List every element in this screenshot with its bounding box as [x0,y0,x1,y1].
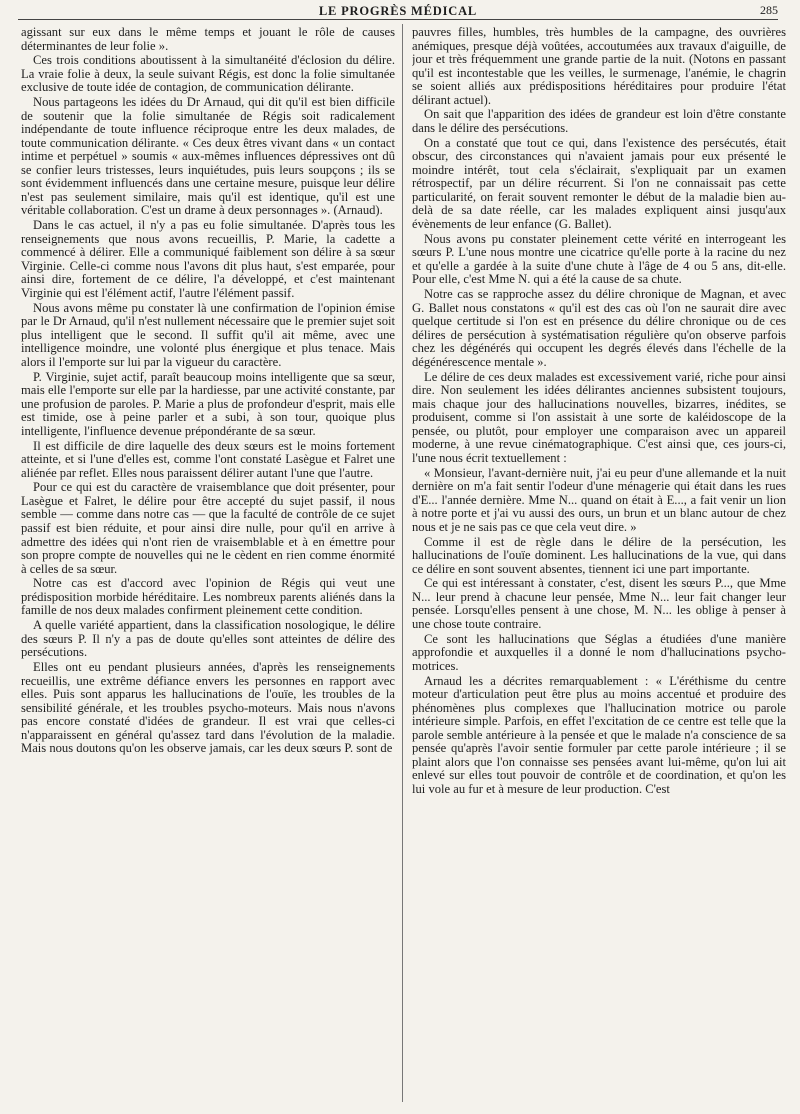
paragraph: On a constaté que tout ce qui, dans l'existence des persécutés, était obscur, des circonstances qui n'avaient jamais pour eux présenté le moindre intérêt, tout cela s'éclairait, s'expliquait par un examen rétrospectif, par un délire récurrent. Si l'on ne connaissait pas cette particularité, on ferait souvent remonter le début de la maladie bien au-delà de sa date réelle, car les malades expliquent ainsi jusqu'aux évènements de leur enfance (G. Ballet). [412,135,786,232]
paragraph: Elles ont eu pendant plusieurs années, d'après les renseignements recueillis, une extrême défiance envers les personnes en rapport avec elles. Puis sont apparus les hallucinations de l'ouïe, les troubles de la sensibilité générale, et les troubles psycho-moteurs. Mais nous n'avons pas encore constaté d'idées de grandeur. Il est vrai que celles-ci n'apparaissent en général qu'assez tard dans l'évolution de la maladie. Mais nous doutons qu'on les observe jamais, car les deux sœurs P. sont de [21,660,395,756]
paragraph: Ce qui est intéressant à constater, c'est, disent les sœurs P..., que Mme N... leur prend à chacune leur pensée, Mme N... leur fait changer leur pensée. Lorsqu'elles pensent à une chose, M. N... les oblige à penser à une chose toute contraire. [412,576,786,632]
paragraph: pauvres filles, humbles, très humbles de la campagne, des ouvrières anémiques, presque déjà voûtées, accoutumées aux travaux d'aiguille, de jour et très fréquemment une grande partie de la nuit. (Notons en passant qu'il est incontestable que les veilles, le surmenage, l'anémie, le chagrin se soient alliés aux prédispositions héréditaires pour produire l'état délirant actuel). [412,26,786,107]
running-header [18,3,778,20]
right-column [412,26,786,1108]
paragraph: Il est difficile de dire laquelle des deux sœurs est le moins fortement atteinte, et si l'une d'elles est, comme l'ont constaté Lasègue et Falret une aliénée par reflet. Elles nous paraissent délirer autant l'une que l'autre. [21,438,395,480]
paragraph: Le délire de ces deux malades est excessivement varié, riche pour ainsi dire. Non seulement les idées délirantes anciennes subsistent toujours, mais chaque jour des hallucinations nouvelles, bizarres, inédites, se produisent, comme si l'on assistait à une sorte de kaléidoscope de la pensée, ou plutôt, pour employer une comparaison avec un appareil moderne, à une revue cinématographique. C'est ainsi que, ces jours-ci, l'une nous écrit textuellement : [412,369,786,465]
paragraph: Dans le cas actuel, il n'y a pas eu folie simultanée. D'après tous les renseignements que nous avons recueillis, P. Marie, la cadette a commencé à délirer. Elle a communiqué faiblement son délire à sa sœur Virginie. Celle-ci comme nous l'avons dit plus haut, s'est emparée, pour ainsi dire, fortement de ce délire, l'a développé, et c'est maintenant Virginie qui est l'élément actif, l'autre l'élément passif. [21,218,395,300]
paragraph: Ces trois conditions aboutissent à la simultanéité d'éclosion du délire. La vraie folie à deux, la seule suivant Régis, est donc la folie simultanée exclusive de toute idée de contagion, de communication délirante. [21,53,395,95]
paragraph: Arnaud les a décrites remarquablement : « L'éréthisme du centre moteur d'articulation peut être plus au moins accentué et produire des phénomènes plus complexes que l'hallucination motrice ou parole intérieure simple. Parfois, en effet l'excitation de ce centre est telle que la parole semble antérieure à la pensée et que le malade n'a conscience de sa pensée qu'après l'avoir sentie formuler par cette parole intérieure ; il se plaint alors que l'on connaisse ses pensées avant lui-même, qu'on lui ait enlevé sur elles tout pouvoir de contrôle et de coordination, et qu'on les lui vole au fur et à mesure de leur production. C'est [412,673,786,796]
paragraph: Nous avons pu constater pleinement cette vérité en interrogeant les sœurs P. L'une nous montre une cicatrice qu'elle porte à la racine du nez et qu'elle a gardée à la suite d'une chute à l'âge de 4 ou 5 ans, dit-elle. Pour elle, c'est Mme N. qui a été la cause de sa chute. [412,231,786,287]
running-title: LE PROGRÈS MÉDICAL [318,4,478,18]
paragraph: Nous avons même pu constater là une confirmation de l'opinion émise par le Dr Arnaud, qu'il n'est nullement nécessaire que le premier sujet soit plus intelligent que le second. Il suffit qu'il ait même, avec une intelligence moindre, une volonté plus énergique et plus tenace. Mais alors il l'emporte sur lui par la vigueur du caractère. [21,300,395,369]
paragraph: Ce sont les hallucinations que Séglas a étudiées d'une manière approfondie et auxquelles il a donné le nom d'hallucinations psycho-motrices. [412,631,786,673]
left-column [21,26,395,1108]
paragraph: Comme il est de règle dans le délire de la persécution, les hallucinations de l'ouïe dominent. Les hallucinations de la vue, qui dans ce délire en sont souvent absentes, tiennent ici une part importante. [412,534,786,576]
paragraph: Notre cas est d'accord avec l'opinion de Régis qui veut une prédisposition morbide héréditaire. Les nombreux parents aliénés dans la famille de nos deux malades confirment pleinement cette condition. [21,576,395,618]
paragraph: On sait que l'apparition des idées de grandeur est loin d'être constante dans le délire des persécutions. [412,107,786,136]
paragraph: A quelle variété appartient, dans la classification nosologique, le délire des sœurs P. Il n'y a pas de doute qu'elles sont atteintes de délire des persécutions. [21,618,395,660]
article-body [21,26,786,1108]
page-number: 285 [760,3,778,17]
paragraph: Nous partageons les idées du Dr Arnaud, qui dit qu'il est bien difficile de soutenir que la folie simultanée de Régis soit radicalement indépendante de toute influence réciproque entre les deux malades, de toute communication délirante. « Ces deux êtres vivant dans « un contact intime et perpétuel » soumis « aux-mêmes influences dépressives ont dû se confier leurs tristesses, leurs inquiétudes, puis leurs soupçons ; ils se sont évidemment influencés dans une certaine mesure, puisque leur délire n'est pas seulement similaire, mais qu'il est identique, qu'il est une véritable collaboration. C'est un drame à deux personnages ». (Arnaud). [21,95,395,218]
paragraph: P. Virginie, sujet actif, paraît beaucoup moins intelligente que sa sœur, mais elle l'emporte sur elle par la hardiesse, par une activité constante, par une profusion de paroles. P. Marie a plus de profondeur d'esprit, mais elle est timide, ose à peine parler et a subi, à son tour, quoique plus intelligente, l'influence devenue prépondérante de sa sœur. [21,369,395,438]
paragraph: Pour ce qui est du caractère de vraisemblance que doit présenter, pour Lasègue et Falret, le délire pour être accepté du sujet passif, il nous semble — comme dans notre cas — que la faculté de contrôle de ce sujet passif est bien réduite, et pour ainsi dire nulle, pour qu'il en arrive à admettre des idées qui n'ont rien de vraisemblable et à en émettre pour son propre compte de nouvelles qui ne le cèdent en rien comme énormité à celles de sa sœur. [21,480,395,576]
paragraph: agissant sur eux dans le même temps et jouant le rôle de causes déterminantes de leur folie ». [21,26,395,53]
paragraph: « Monsieur, l'avant-dernière nuit, j'ai eu peur d'une allemande et la nuit dernière on m'a fait sentir l'odeur d'une ménagerie qui était dans les rues d'E... l'année dernière. Mme N... quand on était à E..., a fait venir un lion à notre porte et j'ai vu aussi des ours, un brun et un blanc autour de chez nous et je ne sais pas ce que cela veut dire. » [412,465,786,534]
paragraph: Notre cas se rapproche assez du délire chronique de Magnan, et avec G. Ballet nous constatons « qu'il est des cas où l'on ne saurait dire avec quelque certitude si l'on est en présence du délire chronique ou de ces délires de persécution à systématisation régulière qu'on observe parfois chez les dégénérés qui occupent les degrés élevés dans l'échelle de la dégénérescence mentale ». [412,287,786,369]
